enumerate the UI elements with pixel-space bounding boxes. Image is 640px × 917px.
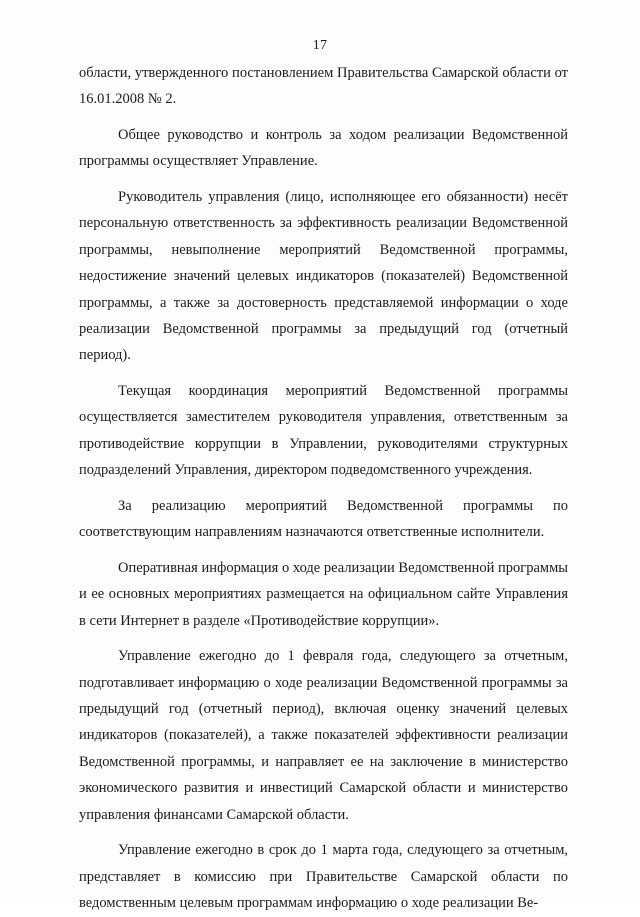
document-body (79, 60, 568, 917)
paragraph-annual-report-february: Управление ежегодно до 1 февраля года, следующего за отчетным, подготавливает информацию о ходе реализации Ведомственной программы за предыдущий год (отчетный период), включая оценку значений целевых индикаторов (показателей), а также показателей эффективности реализации Ведомственной программы, и направляет ее на заключение в министерство экономического развития и инвестиций Самарской области и министерство управления финансами Самарской области. (79, 648, 568, 823)
paragraph-operational-information: Оперативная информация о ходе реализации Ведомственной программы и ее основных мероприятиях размещается на официальном сайте Управления в сети Интернет в разделе «Противодействие коррупции». (79, 559, 568, 629)
page-number: 17 (312, 38, 328, 53)
paragraph-current-coordination: Текущая координация мероприятий Ведомственной программы осуществляется заместителем руководителя управления, ответственным за противодействие коррупции в Управлении, руководителями структурных подразделений Управления, директором подведомственного учреждения. (79, 383, 568, 479)
paragraph-general-management: Общее руководство и контроль за ходом реализации Ведомственной программы осуществляет Управление. (79, 127, 568, 170)
paragraph-continuation: области, утвержденного постановлением Правительства Самарской области от 16.01.2008 № 2. (79, 65, 568, 108)
paragraph-annual-report-march: Управление ежегодно в срок до 1 марта года, следующего за отчетным, представляет в комиссию при Правительстве Самарской области по ведомственным целевым программам информацию о ходе реализации Ве- (79, 842, 568, 912)
paragraph-responsible-executors: За реализацию мероприятий Ведомственной программы по соответствующим направлениям назначаются ответственные исполнители. (79, 497, 568, 541)
paragraph-head-responsibility: Руководитель управления (лицо, исполняющее его обязанности) несёт персональную ответственность за эффективность реализации Ведомственной программы, невыполнение мероприятий Ведомственной программы, недостижение значений целевых индикаторов (показателей) Ведомственной программы, а также за достоверность представляемой информации о ходе реализации Ведомственной программы за предыдущий год (отчетный период). (79, 189, 568, 364)
